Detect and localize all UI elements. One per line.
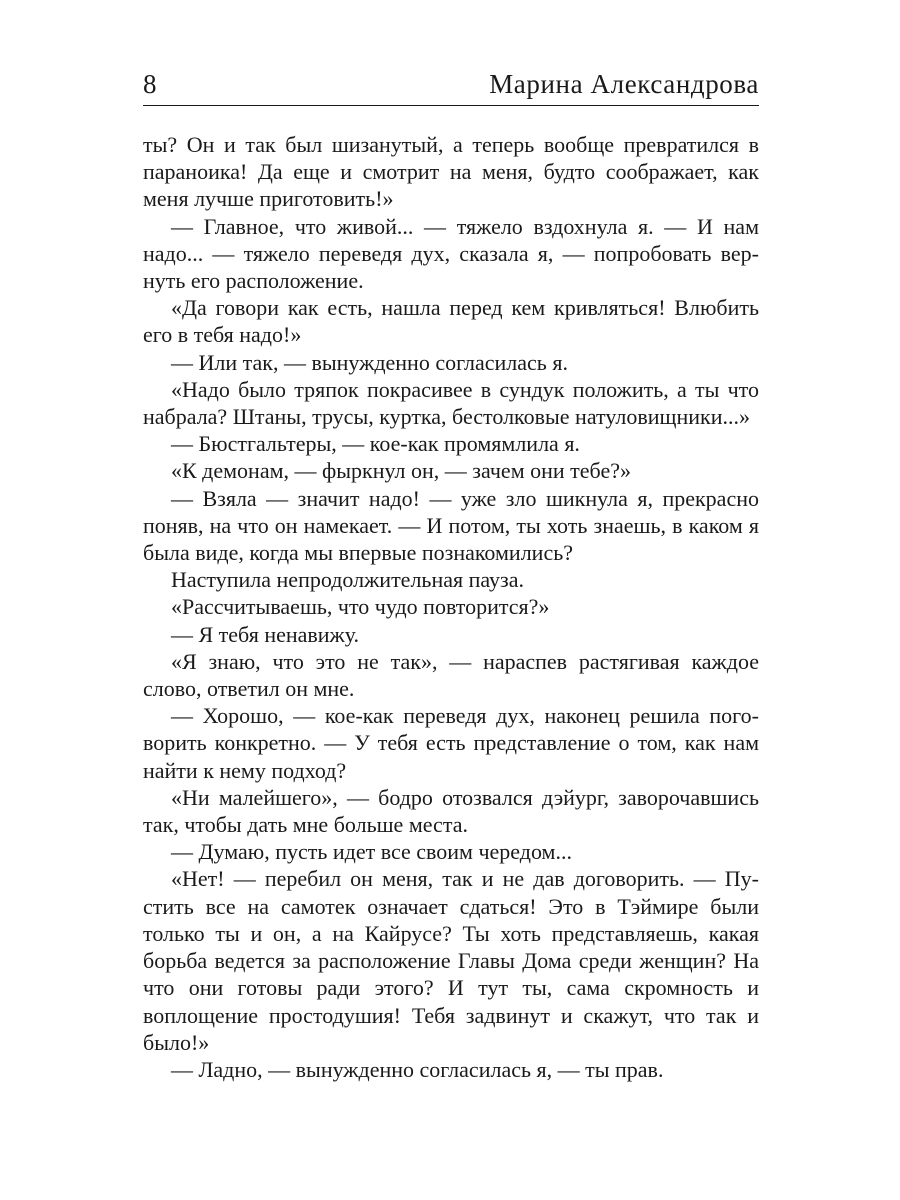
paragraph-16: «Нет! — перебил он меня, так и не дав договорить. — Пустить все на самотек означает сдаться! Это в Тэймире были только ты и он, а на Кайрусе? Ты хоть представляешь, какая борьба ведется за расположение Главы Дома среди женщин? На что они готовы ради этого? И тут ты, сама скромность и воплощение простодушия! Тебя задвинут и скажут, что так и было!»: [143, 866, 759, 1055]
paragraph-6: — Бюстгальтеры, — кое-как промямлила я.: [171, 431, 580, 457]
page-header: [143, 66, 759, 104]
running-head-author: Марина Александрова: [489, 69, 759, 99]
paragraph-10: «Рассчитываешь, что чудо повторится?»: [171, 594, 550, 620]
paragraph-7: «К демонам, — фыркнул он, — зачем они тебе?»: [171, 458, 631, 484]
paragraph-1: ты? Он и так был шизанутый, а теперь вообще превратился в параноика! Да еще и смотрит на меня, будто соображает, как меня лучше приготовить!»: [143, 132, 759, 212]
paragraph-4: — Или так, — вынужденно согласилась я.: [171, 349, 568, 375]
paragraph-9: Наступила непродолжительная пауза.: [171, 567, 524, 593]
body-text: [143, 131, 759, 1083]
paragraph-12: «Я знаю, что это не так», — нараспев растягивая каждое слово, ответил он мне.: [143, 648, 759, 702]
paragraph-2: — Главное, что живой... — тяжело вздохнула я. — И нам надо... — тяжело переведя дух, сказала я, — попробовать вернуть его расположение.: [143, 213, 759, 294]
page-number: 8: [143, 69, 157, 99]
paragraph-5: «Надо было тряпок покрасивее в сундук положить, а ты что набрала? Штаны, трусы, куртка, бестолковые натуловищники...»: [143, 376, 759, 430]
paragraph-13: — Хорошо, — кое-как переведя дух, наконец решила поговорить конкретно. — У тебя есть представление о том, как нам найти к нему подход?: [143, 703, 759, 783]
paragraph-15: — Думаю, пусть идет все своим чередом...: [171, 839, 572, 865]
header-rule: [143, 105, 759, 106]
paragraph-14: «Ни малейшего», — бодро отозвался дэйург, заворочавшись так, чтобы дать мне больше места.: [143, 784, 759, 838]
paragraph-17: — Ладно, — вынужденно согласилась я, — ты прав.: [171, 1056, 664, 1082]
paragraph-8: — Взяла — значит надо! — уже зло шикнула я, прекрасно поняв, на что он намекает. — И потом, ты хоть знаешь, в каком я была виде, когда мы впервые познакомились?: [143, 485, 759, 566]
paragraph-11: — Я тебя ненавижу.: [171, 621, 360, 647]
paragraph-3: «Да говори как есть, нашла перед кем кривляться! Влюбить его в тебя надо!»: [143, 295, 759, 348]
